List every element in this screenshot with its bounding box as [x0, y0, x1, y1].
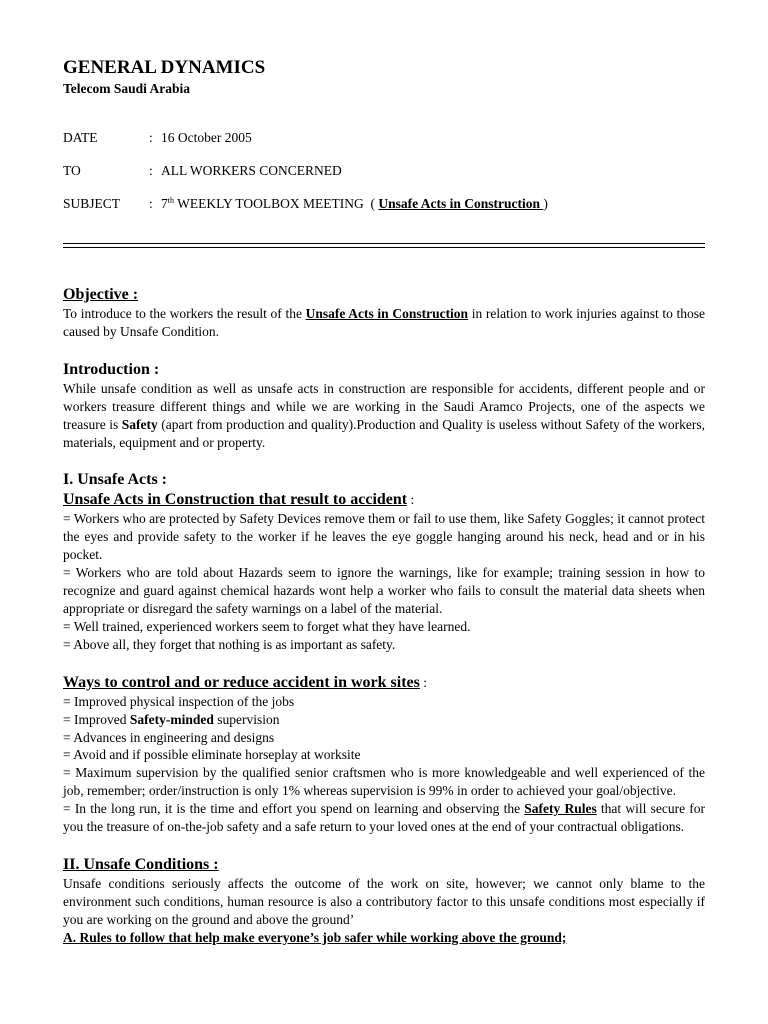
to-colon: :	[149, 163, 153, 178]
ways-item2-text-a: = Improved	[63, 711, 130, 727]
ways-item6-text-c: that will secure for you the treasure of on-the-job safety and a safe return to your loved ones at the end of your contractual obligations.	[63, 801, 706, 835]
subject-number: 7	[161, 196, 168, 211]
header-rule-top	[63, 243, 705, 244]
unsafe-acts-subheading-colon: :	[407, 492, 415, 508]
division-name: Telecom Saudi Arabia	[63, 81, 191, 96]
ways-item	[63, 800, 705, 836]
ways-item: = Improved physical inspection of the jobs	[63, 693, 295, 709]
ways-item6-highlight: Safety Rules	[524, 801, 597, 817]
ways-item: = Maximum supervision by the qualified senior craftsmen who is more knowledgeable and well experienced of the job, remember; order/instruction is only 1% whereas supervision is 99% in order to achieved your goal/objective.	[63, 765, 705, 799]
introduction-highlight: Safety	[121, 416, 158, 432]
memo-page	[63, 56, 706, 945]
unsafe-conditions-paragraph: Unsafe conditions seriously affects the outcome of the work on site, however; we cannot only blame to the environment such conditions, human resource is also a contributory factor to this unsafe conditions most especially if you are working on the ground and above the ground’	[63, 875, 705, 927]
date-colon: :	[149, 130, 153, 145]
objective-highlight: Unsafe Acts in Construction	[305, 306, 469, 321]
introduction-paragraph	[63, 380, 705, 452]
date-value: 16 October 2005	[161, 130, 252, 145]
subject-ordinal: th	[167, 196, 174, 205]
ways-heading-colon: :	[419, 674, 428, 690]
subject-label: SUBJECT	[63, 196, 121, 211]
ways-item2-text-c: supervision	[213, 711, 280, 727]
objective-paragraph	[63, 305, 705, 341]
ways-heading	[63, 673, 705, 693]
memo-body	[63, 285, 705, 947]
to-value: ALL WORKERS CONCERNED	[161, 163, 342, 178]
ways-item: = Avoid and if possible eliminate horseplay at worksite	[63, 747, 361, 763]
header-rule-bottom	[63, 247, 705, 248]
subject-row	[63, 195, 548, 213]
ways-heading-text: Ways to control and or reduce accident in work sites	[63, 673, 420, 691]
date-row	[63, 129, 252, 147]
introduction-heading: Introduction :	[63, 360, 160, 378]
unsafe-act-item: = Workers who are told about Hazards seem to ignore the warnings, like for example; training session in how to recognize and guard against chemical hazards wont help a worker who fails to consult the material data sheets when appropriate or disregard the safety warnings on a label of the material.	[63, 565, 705, 616]
ways-item2-highlight: Safety-minded	[129, 711, 214, 727]
unsafe-acts-subheading-text: Unsafe Acts in Construction that result to accident	[63, 491, 408, 509]
company-name: GENERAL DYNAMICS	[63, 57, 266, 78]
unsafe-act-item: = Workers who are protected by Safety Devices remove them or fail to use them, like Safety Goggles; it cannot protect the eyes and provide safety to the worker if he leaves the eye goggle hanging around his neck, head and or in his pocket.	[63, 511, 705, 563]
subject-text: WEEKLY TOOLBOX MEETING (	[173, 196, 379, 211]
date-label: DATE	[63, 130, 98, 145]
to-row	[63, 162, 342, 180]
objective-heading: Objective :	[63, 286, 139, 303]
introduction-text-c: (apart from production and quality).Production and Quality is useless without Safety of the workers, materials, equipment and or property.	[63, 416, 705, 450]
subject-colon: :	[149, 196, 153, 211]
objective-text-a: To introduce to the workers the result of the	[63, 306, 306, 321]
subject-close: )	[543, 196, 548, 211]
unsafe-acts-subheading	[63, 490, 705, 510]
to-label: TO	[63, 163, 81, 178]
unsafe-act-item: = Above all, they forget that nothing is as important as safety.	[63, 636, 396, 652]
rule-a-heading: A. Rules to follow that help make everyone’s job safer while working above the ground;	[63, 929, 567, 945]
introduction-text-a: While unsafe condition as well as unsafe acts in construction are responsible for accidents, different people and or workers treasure different things and while we are working in the Saudi Aramco Projects, one of the aspects we treasure is	[63, 380, 705, 432]
ways-item: = Advances in engineering and designs	[63, 729, 275, 745]
ways-item	[63, 711, 705, 729]
unsafe-conditions-heading: II. Unsafe Conditions :	[63, 855, 219, 873]
objective-text-c: in relation to work injuries against to those caused by Unsafe Condition.	[63, 306, 705, 339]
unsafe-acts-heading: I. Unsafe Acts :	[63, 471, 167, 489]
unsafe-act-item: = Well trained, experienced workers seem to forget what they have learned.	[63, 618, 471, 634]
subject-topic: Unsafe Acts in Construction	[378, 196, 544, 211]
ways-item6-text-a: = In the long run, it is the time and effort you spend on learning and observing the	[63, 801, 525, 817]
